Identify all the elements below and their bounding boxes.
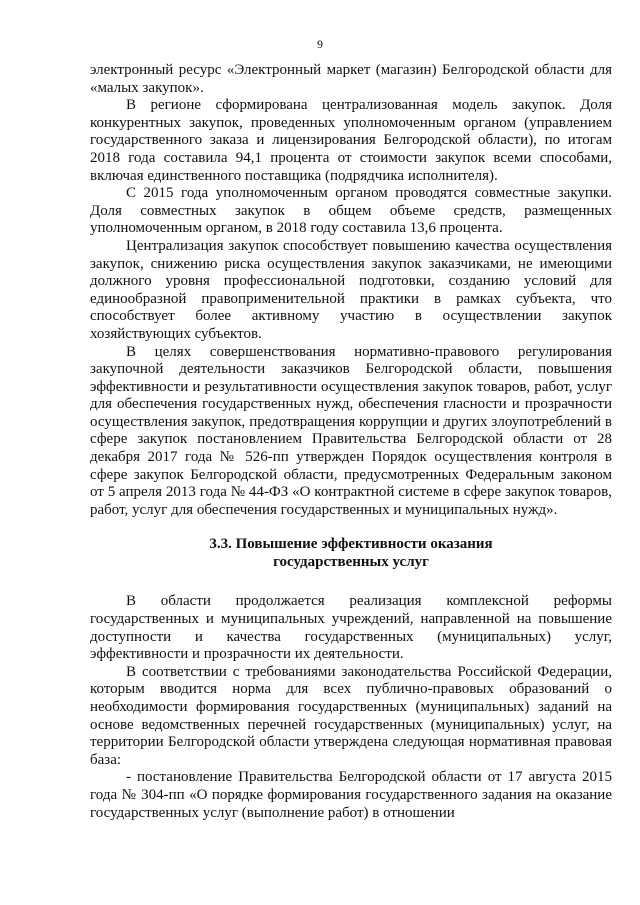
- paragraph: электронный ресурс «Электронный маркет (магазин) Белгородской области для «малых закупок».: [90, 62, 612, 96]
- document-body: [90, 62, 612, 822]
- paragraph: В регионе сформирована централизованная модель закупок. Доля конкурентных закупок, проведенных уполномоченным органом (управлением государственного заказа и лицензирования Белгородской области), по итогам 2018 года составила 94,1 процента от стоимости закупок всеми способами, включая единственного поставщика (подрядчика исполнителя).: [90, 97, 612, 184]
- section-heading-line: 3.3. Повышение эффективности оказания: [209, 536, 493, 553]
- section-heading: [90, 535, 612, 571]
- paragraph: В соответствии с требованиями законодательства Российской Федерации, которым вводится норма для всех публично-правовых образований о необходимости формирования государственных (муниципальных) заданий на основе ведомственных перечней государственных (муниципальных) услуг, на территории Белгородской области утверждена следующая нормативная правовая база:: [90, 663, 612, 768]
- paragraph: В целях совершенствования нормативно-правового регулирования закупочной деятельности заказчиков Белгородской области, повышения эффективности и результативности осуществления закупок товаров, работ, услуг для обеспечения государственных нужд, обеспечения гласности и прозрачности осуществления закупок, предотвращения коррупции и других злоупотреблений в сфере закупок постановлением Правительства Белгородской области от 28 декабря 2017 года № 526-пп утвержден Порядок осуществления контроля в сфере закупок Белгородской области, предусмотренных Федеральным законом от 5 апреля 2013 года № 44-ФЗ «О контрактной системе в сфере закупок товаров, работ, услуг для обеспечения государственных и муниципальных нужд».: [90, 343, 612, 518]
- paragraph: В области продолжается реализация комплексной реформы государственных и муниципальных учреждений, направленной на повышение доступности и качества государственных (муниципальных) услуг, эффективности и прозрачности их деятельности.: [90, 593, 612, 663]
- page-number: 9: [317, 37, 323, 51]
- paragraph: С 2015 года уполномоченным органом проводятся совместные закупки. Доля совместных закупок в общем объеме средств, размещенных уполномоченным органом, в 2018 году составила 13,6 процента.: [90, 185, 612, 237]
- list-item: - постановление Правительства Белгородской области от 17 августа 2015 года № 304-пп «О порядке формирования государственного задания на оказание государственных услуг (выполнение работ) в отношении: [90, 769, 612, 821]
- section-heading-line: государственных услуг: [273, 554, 429, 571]
- paragraph: Централизация закупок способствует повышению качества осуществления закупок, снижению риска осуществления закупок заказчиками, не имеющими должного уровня профессиональной подготовки, созданию условий для единообразной правоприменительной практики в рамках субъекта, что способствует более активному участию в осуществлении закупок хозяйствующих субъектов.: [90, 237, 612, 342]
